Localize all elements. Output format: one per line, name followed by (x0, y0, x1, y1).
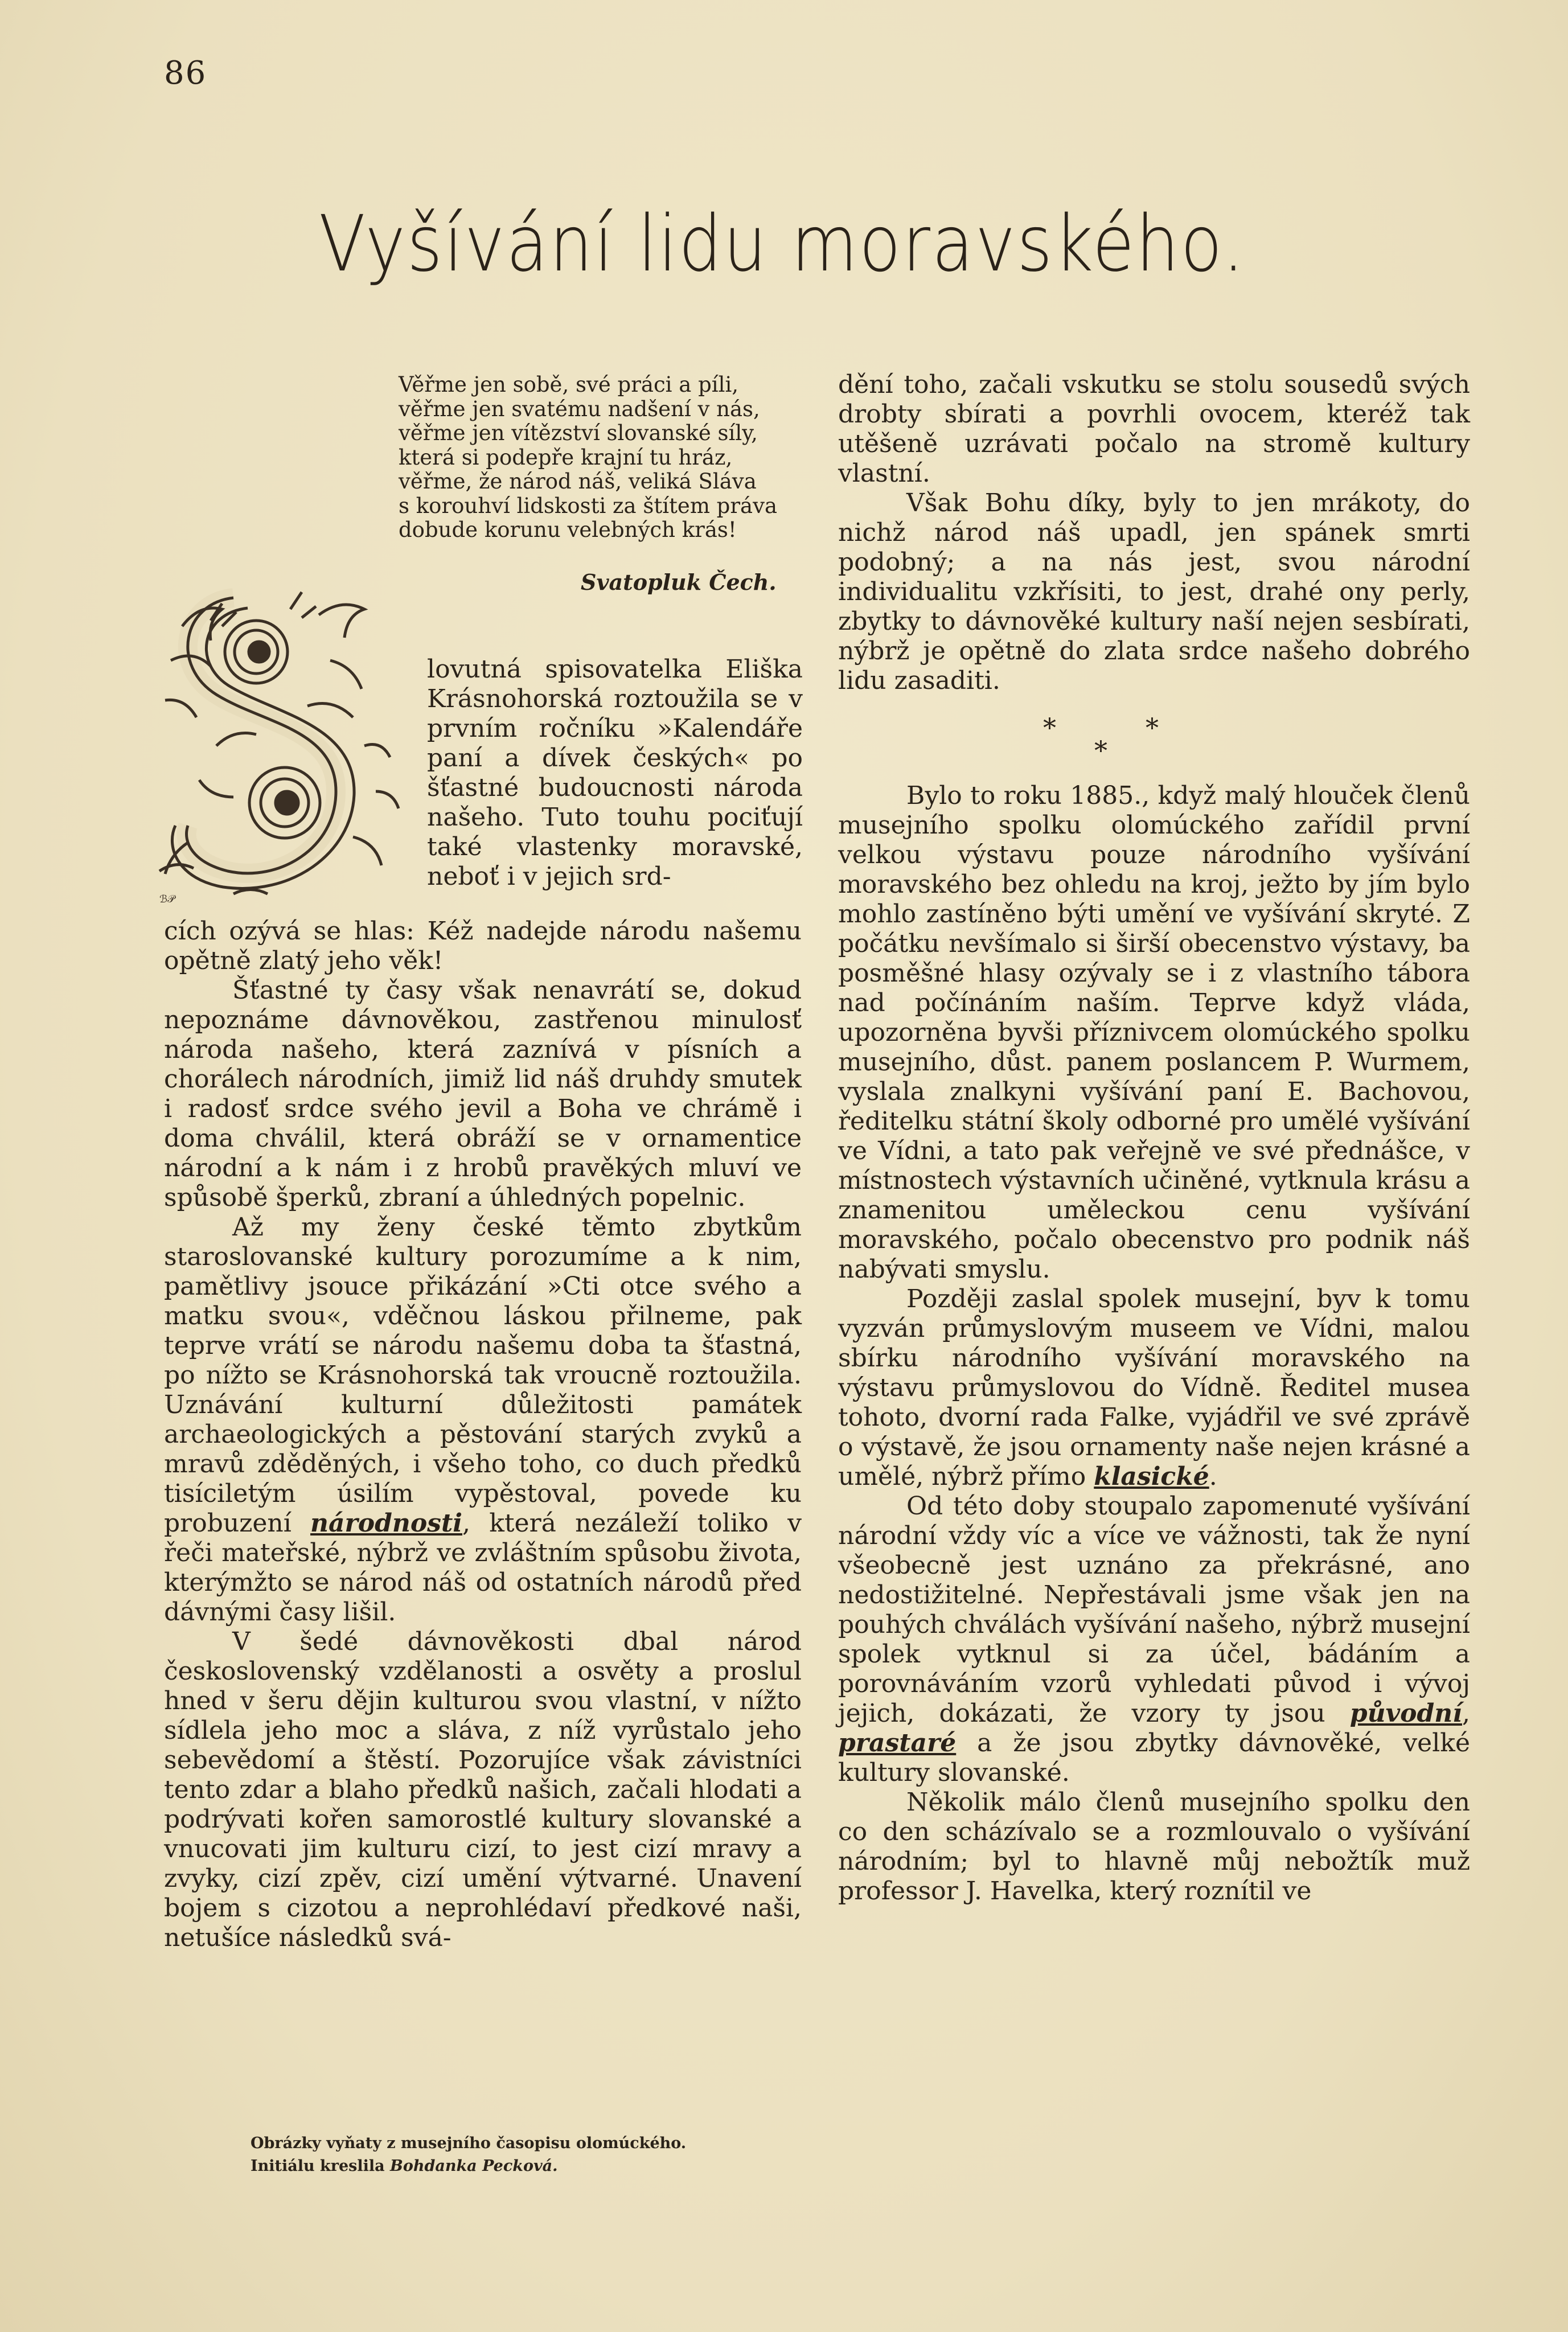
ornamental-initial-s-icon (148, 575, 416, 911)
paragraph-text: Později zaslal spolek musejní, byv k tomu vyzván průmyslovým museem ve Vídni, malou sbírku národního vyšívání moravského na výstavu průmyslovou do Vídně. Ředitel musea tohoto, dvorní rada Falke, vyjádřil ve své zprávě o výstavě, že jsou ornamenty naše nejen krásné a umělé, nýbrž přímo (838, 1284, 1470, 1491)
paragraph: Několik málo členů musejního spolku den co den scházívalo se a rozmlouvalo o vyšívání národním; byl to hlavně můj nebožtík muž professor J. Havelka, který roznítil ve (838, 1788, 1470, 1906)
paragraph (838, 1492, 1470, 1788)
divider-star: * (1043, 712, 1056, 743)
emphasis-text: klasické (1094, 1462, 1209, 1491)
paragraph-text: , která nezáleží toliko v řeči mateřské, nýbrž ve zvláštním spůsobu života, kterýmžto se národ náš od ostatních národů před dávnými časy lišil. (164, 1509, 802, 1627)
footnote-text: Initiálu kreslila (251, 2157, 385, 2175)
footnote-line (251, 2155, 877, 2178)
section-divider (838, 696, 1470, 781)
paragraph-text: Od této doby stoupalo zapomenuté vyšívání národní vždy víc a více ve vážnosti, tak že nyní všeobecně jest uznáno za překrásné, ano nedostižitelné. Nepřestávali jsme však jen na pouhých chválách vyšívání našeho, nýbrž musejní spolek vytknul si za účel, bádáním a porovnáváním vzorů vyhledati původ i vývoj jejich, dokázati, že vzory ty jsou (838, 1492, 1470, 1728)
paragraph: V šedé dávnověkosti dbal národ československý vzdělanosti a osvěty a proslul hned v šeru dějin kulturou svou vlastní, v nížto sídlela jeho moc a sláva, z níž vyrůstalo jeho sebevědomí a štěstí. Pozorujíce však závistníci tento zdar a blaho předků našich, začali hlodati a podrývati kořen samorostlé kultury slovanské a vnucovati jim kulturu cizí, to jest cizí mravy a zvyky, cizí zpěv, cizí umění výtvarné. Unavení bojem s cizotou a neprohlédaví předkové naši, netušíce následků svá- (164, 1627, 802, 1952)
footnote-line: Obrázky vyňaty z musejního časopisu olomúckého. (251, 2134, 687, 2152)
poem-line: Věřme jen sobě, své práci a píli, (399, 372, 739, 397)
poem-line: která si podepře krajní tu hráz, (399, 445, 733, 470)
emphasis-text: původní (1349, 1699, 1462, 1728)
paragraph: Šťastné ty časy však nenavrátí se, dokud nepoznáme dávnověkou, zastřenou minulosť národa našeho, která zaznívá v písních a chorálech národních, jimiž lid náš druhdy smutek i radosť srdce svého jevil a Boha ve chrámě i doma chválil, která obráží se v ornamentice národní a k nám i z hrobů pravěkých mluví ve spůsobě šperků, zbraní a úhledných popelnic. (164, 976, 802, 1212)
paragraph-text: . (1209, 1462, 1217, 1491)
epigraph-poem (399, 373, 803, 543)
poem-line: dobude korunu velebných krás! (399, 518, 737, 542)
page-title: Vyšívání lidu moravského. (319, 199, 1246, 289)
opening-paragraph: lovutná spisovatelka Eliška Krásnohorská roztoužila se v prvním ročníku »Kalendáře paní a dívek českých« po šťastné budoucnosti národa našeho. Tuto touhu pociťují také vlastenky moravské, neboť i v jejich srd- (427, 655, 803, 891)
paragraph-text: a že jsou zbytky dávnověké, velké kultury slovanské. (838, 1729, 1470, 1787)
illustrator-name: Bohdanka Pecková. (390, 2157, 558, 2175)
divider-star: * (1094, 735, 1107, 766)
paragraph: dění toho, začali vskutku se stolu sousedů svých drobty sbírati a povrhli ovocem, kteréž tak utěšeně uzrávati počalo na stromě kultury vlastní. (838, 370, 1470, 488)
paragraph-text: , (1462, 1699, 1470, 1728)
poem-line: s korouhví lidskosti za štítem práva (399, 493, 778, 518)
poem-author: Svatopluk Čech. (581, 569, 777, 595)
poem-line: věřme jen vítězství slovanské síly, (399, 421, 758, 445)
paragraph: Bylo to roku 1885., když malý hlouček členů musejního spolku olomúckého zařídil první velkou výstavu pouze národního vyšívání moravského bez ohledu na kroj, ježto by jím bylo mohlo zastíněno býti umění ve vyšívání skryté. Z počátku nevšímalo si širší obecenstvo výstavy, ba posměšné hlasy ozývaly se i z vlastního tábora nad počínáním naším. Teprve když vláda, upozorněna byvši příznivcem olomúckého spolku musejního, důst. panem poslancem P. Wurmem, vyslala znalkyni vyšívání paní E. Bachovou, ředitelku státní školy odborné pro umělé vyšívání ve Vídni, a tato pak veřejně ve své přednášce, v místnostech výstavních učiněné, vytknula krásu a znamenitou uměleckou cenu vyšívání moravského, počalo obecenstvo pro podnik náš nabývati smyslu. (838, 781, 1470, 1284)
divider-star: * (1146, 712, 1159, 743)
svg-text:ℬ𝒫: ℬ𝒫 (159, 893, 175, 905)
emphasis-text: národnosti (310, 1509, 462, 1538)
emphasis-text: prastaré (838, 1729, 957, 1758)
page-number: 86 (164, 55, 207, 92)
paragraph: cích ozývá se hlas: Kéž nadejde národu našemu opětně zlatý jeho věk! (164, 917, 802, 975)
left-column (164, 917, 802, 1953)
right-column (838, 370, 1470, 1906)
paragraph (164, 1213, 802, 1627)
poem-line: věřme jen svatému nadšení v nás, (399, 396, 760, 421)
paragraph: Však Bohu díky, byly to jen mrákoty, do nichž národ náš upadl, jen spánek smrti podobný; a na nás jest, svou národní individualitu vzkřísiti, to jest, drahé ony perly, zbytky to dávnověké kultury naší nejen sesbírati, nýbrž je opětně do zlata srdce našeho dobrého lidu zasaditi. (838, 488, 1470, 695)
paragraph (838, 1284, 1470, 1492)
poem-line: věřme, že národ náš, veliká Sláva (399, 469, 757, 494)
footnote (251, 2132, 877, 2178)
paragraph-text: Až my ženy české těmto zbytkům staroslovanské kultury porozumíme a k nim, pamětlivy jsouce přikázání »Cti otce svého a matku svou«, vděčnou láskou přilneme, pak teprve vrátí se národu našemu doba ta šťastná, po nížto se Krásnohorská tak vroucně roztoužila. Uznávání kulturní důležitosti památek archaeologických a pěstování starých zvyků a mravů zděděných, i všeho toho, co duch předků tisíciletým úsilím vypěstoval, povede ku probuzení (164, 1213, 802, 1538)
